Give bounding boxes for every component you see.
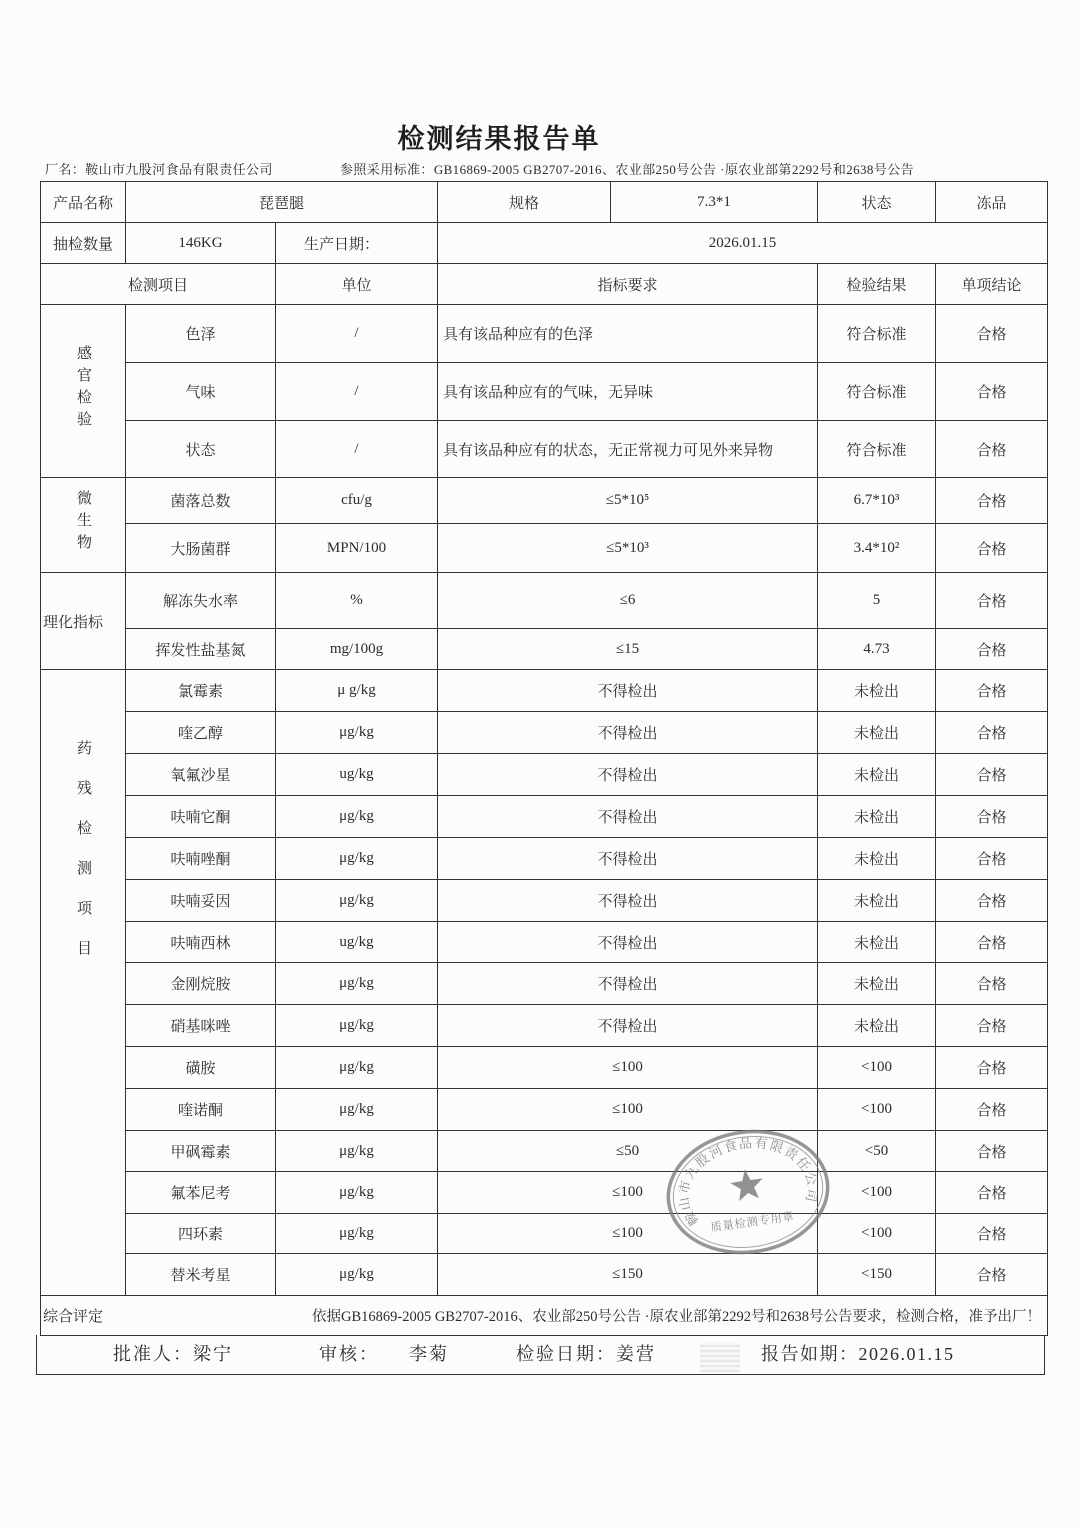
- requirement: 不得检出: [438, 1005, 818, 1047]
- table-row: [41, 838, 1048, 880]
- col-header-item: 检测项目: [41, 264, 276, 305]
- state-label: 状态: [818, 182, 936, 223]
- quantity-value: 146KG: [126, 223, 276, 264]
- result: <150: [818, 1254, 936, 1296]
- conclusion: 合格: [936, 421, 1048, 478]
- result: 未检出: [818, 670, 936, 712]
- item-name: 喹诺酮: [126, 1089, 276, 1131]
- inspection-date-label: 检验日期：: [516, 1344, 616, 1364]
- table-row: [41, 670, 1048, 712]
- unit: μg/kg: [276, 838, 438, 880]
- item-name: 氧氟沙星: [126, 754, 276, 796]
- requirement: 具有该品种应有的状态，无正常视力可见外来异物: [438, 421, 818, 478]
- result: 未检出: [818, 1005, 936, 1047]
- unit: μg/kg: [276, 1172, 438, 1214]
- result: <100: [818, 1214, 936, 1254]
- table-row: [41, 573, 1048, 629]
- unit: MPN/100: [276, 524, 438, 573]
- standard-value: GB16869-2005 GB2707-2016、农业部250号公告 ·原农业部第2292号和2638号公告: [433, 162, 915, 177]
- conclusion: 合格: [936, 1254, 1048, 1296]
- requirement: 不得检出: [438, 796, 818, 838]
- result: 未检出: [818, 838, 936, 880]
- requirement: ≤6: [438, 573, 818, 629]
- conclusion: 合格: [936, 880, 1048, 922]
- stamp-inner-text: 质量检测专用章: [709, 1208, 795, 1235]
- unit: ug/kg: [276, 754, 438, 796]
- inspection-date: [516, 1335, 656, 1373]
- requirement: ≤50: [438, 1131, 818, 1172]
- requirement: 不得检出: [438, 754, 818, 796]
- result: 5: [818, 573, 936, 629]
- item-name: 状态: [126, 421, 276, 478]
- table-row: [41, 305, 1048, 363]
- table-row: [41, 524, 1048, 573]
- unit: μg/kg: [276, 1214, 438, 1254]
- approver-name: 梁宁: [193, 1344, 233, 1364]
- item-name: 甲砜霉素: [126, 1131, 276, 1172]
- factory-name: 鞍山市九股河食品有限责任公司: [85, 162, 273, 177]
- result: <100: [818, 1172, 936, 1214]
- unit: μg/kg: [276, 1005, 438, 1047]
- requirement: 具有该品种应有的气味，无异味: [438, 363, 818, 421]
- conclusion: 合格: [936, 1214, 1048, 1254]
- conclusion: 合格: [936, 963, 1048, 1005]
- result: <100: [818, 1047, 936, 1089]
- conclusion: 合格: [936, 712, 1048, 754]
- table-row: [41, 478, 1048, 524]
- overall-text: 依据GB16869-2005 GB2707-2016、农业部250号公告 ·原农业部第2292号和2638号公告要求，检测合格，准予出厂！: [311, 1309, 1042, 1325]
- quality-inspection-stamp: [658, 1122, 838, 1262]
- requirement: 不得检出: [438, 880, 818, 922]
- item-name: 菌落总数: [126, 478, 276, 524]
- requirement: ≤5*10³: [438, 524, 818, 573]
- requirement: ≤100: [438, 1089, 818, 1131]
- unit: μ g/kg: [276, 670, 438, 712]
- item-name: 呋喃它酮: [126, 796, 276, 838]
- requirement: 不得检出: [438, 712, 818, 754]
- requirement: ≤100: [438, 1214, 818, 1254]
- overall-label: 综合评定: [43, 1309, 104, 1325]
- unit: ug/kg: [276, 922, 438, 963]
- item-name: 替米考星: [126, 1254, 276, 1296]
- result: 未检出: [818, 712, 936, 754]
- production-date-label: 生产日期：: [276, 223, 438, 264]
- spec-value: 7.3*1: [611, 182, 818, 223]
- unit: /: [276, 421, 438, 478]
- reviewer-label: 审核：: [319, 1344, 379, 1364]
- section-name: 药残检测项目: [75, 740, 91, 980]
- conclusion: 合格: [936, 305, 1048, 363]
- unit: μg/kg: [276, 1254, 438, 1296]
- item-name: 氟苯尼考: [126, 1172, 276, 1214]
- standard-label: 参照采用标准：: [340, 162, 434, 177]
- section-cell-physchem: [41, 573, 126, 670]
- item-name: 呋喃唑酮: [126, 838, 276, 880]
- spec-label: 规格: [438, 182, 611, 223]
- requirement: ≤15: [438, 629, 818, 670]
- unit: μg/kg: [276, 796, 438, 838]
- section-cell-drug-residue: [41, 670, 126, 1296]
- production-date: 2026.01.15: [438, 223, 1048, 264]
- table-row: [41, 963, 1048, 1005]
- requirement: ≤5*10⁵: [438, 478, 818, 524]
- unit: /: [276, 305, 438, 363]
- conclusion: 合格: [936, 1005, 1048, 1047]
- table-row: [41, 1089, 1048, 1131]
- report-date: [761, 1335, 955, 1373]
- result: 未检出: [818, 880, 936, 922]
- requirement: 具有该品种应有的色泽: [438, 305, 818, 363]
- table-row: [41, 363, 1048, 421]
- table-row: [41, 1047, 1048, 1089]
- item-name: 氯霉素: [126, 670, 276, 712]
- table-row: [41, 1172, 1048, 1214]
- result: 3.4*10²: [818, 524, 936, 573]
- report-title: 检测结果报告单: [397, 124, 601, 154]
- conclusion: 合格: [936, 573, 1048, 629]
- unit: μg/kg: [276, 880, 438, 922]
- table-row: [41, 1214, 1048, 1254]
- conclusion: 合格: [936, 670, 1048, 712]
- table-row: [41, 1131, 1048, 1172]
- col-header-conclusion: 单项结论: [936, 264, 1048, 305]
- conclusion: 合格: [936, 838, 1048, 880]
- item-name: 呋喃西林: [126, 922, 276, 963]
- col-header-requirement: 指标要求: [438, 264, 818, 305]
- section-name: 感官检验: [75, 344, 91, 433]
- unit: μg/kg: [276, 1047, 438, 1089]
- result: 未检出: [818, 922, 936, 963]
- section-name: 理化指标: [43, 614, 104, 631]
- requirement: ≤100: [438, 1172, 818, 1214]
- factory-label: 厂名：: [45, 162, 86, 177]
- conclusion: 合格: [936, 1172, 1048, 1214]
- conclusion: 合格: [936, 478, 1048, 524]
- star-icon: [729, 1167, 765, 1202]
- table-row: [41, 629, 1048, 670]
- result: 符合标准: [818, 421, 936, 478]
- item-name: 气味: [126, 363, 276, 421]
- result: 未检出: [818, 963, 936, 1005]
- table-row: [41, 1005, 1048, 1047]
- result: 未检出: [818, 796, 936, 838]
- result: 4.73: [818, 629, 936, 670]
- unit: μg/kg: [276, 1131, 438, 1172]
- unit: μg/kg: [276, 963, 438, 1005]
- overall-cell: [41, 1296, 1048, 1336]
- reviewer: [319, 1335, 449, 1373]
- product-row: [41, 182, 1048, 223]
- item-name: 金刚烷胺: [126, 963, 276, 1005]
- unit: mg/100g: [276, 629, 438, 670]
- unit: μg/kg: [276, 1089, 438, 1131]
- requirement: 不得检出: [438, 670, 818, 712]
- state-value: 冻品: [936, 182, 1048, 223]
- stamp-company-name: 鞍山市九股河食品有限责任公司: [676, 1136, 820, 1229]
- conclusion: 合格: [936, 796, 1048, 838]
- overall-row: [41, 1296, 1048, 1336]
- item-name: 色泽: [126, 305, 276, 363]
- approver-label: 批准人：: [113, 1344, 193, 1364]
- product-name-label: 产品名称: [41, 182, 126, 223]
- requirement: 不得检出: [438, 963, 818, 1005]
- unit: cfu/g: [276, 478, 438, 524]
- section-name: 微生物: [75, 489, 91, 556]
- quantity-label: 抽检数量: [41, 223, 126, 264]
- conclusion: 合格: [936, 922, 1048, 963]
- product-name: 琵琶腿: [126, 182, 438, 223]
- sample-row: [41, 223, 1048, 264]
- unit: %: [276, 573, 438, 629]
- result: 符合标准: [818, 305, 936, 363]
- item-name: 硝基咪唑: [126, 1005, 276, 1047]
- section-cell-microbiology: [41, 478, 126, 573]
- results-table: [40, 181, 1048, 1336]
- table-row: [41, 754, 1048, 796]
- redaction-smudge: [700, 1342, 740, 1372]
- reviewer-name: 李菊: [409, 1344, 449, 1364]
- result: 未检出: [818, 754, 936, 796]
- result: 6.7*10³: [818, 478, 936, 524]
- table-row: [41, 421, 1048, 478]
- conclusion: 合格: [936, 1047, 1048, 1089]
- col-header-result: 检验结果: [818, 264, 936, 305]
- table-row: [41, 796, 1048, 838]
- section-cell-sensory: [41, 305, 126, 478]
- requirement: 不得检出: [438, 838, 818, 880]
- requirement: ≤150: [438, 1254, 818, 1296]
- signature-row: [36, 1335, 1045, 1375]
- report-date-value: 2026.01.15: [858, 1344, 955, 1364]
- item-name: 喹乙醇: [126, 712, 276, 754]
- col-header-unit: 单位: [276, 264, 438, 305]
- table-row: [41, 922, 1048, 963]
- result: <50: [818, 1131, 936, 1172]
- table-row: [41, 880, 1048, 922]
- item-name: 呋喃妥因: [126, 880, 276, 922]
- item-name: 挥发性盐基氮: [126, 629, 276, 670]
- unit: μg/kg: [276, 712, 438, 754]
- unit: /: [276, 363, 438, 421]
- inspection-date-value: 姜营: [616, 1344, 656, 1364]
- conclusion: 合格: [936, 629, 1048, 670]
- conclusion: 合格: [936, 524, 1048, 573]
- table-row: [41, 1254, 1048, 1296]
- requirement: ≤100: [438, 1047, 818, 1089]
- conclusion: 合格: [936, 363, 1048, 421]
- item-name: 四环素: [126, 1214, 276, 1254]
- standard-line: [340, 162, 914, 178]
- result: 符合标准: [818, 363, 936, 421]
- requirement: 不得检出: [438, 922, 818, 963]
- conclusion: 合格: [936, 1089, 1048, 1131]
- approver: [113, 1335, 233, 1373]
- item-name: 大肠菌群: [126, 524, 276, 573]
- result: <100: [818, 1089, 936, 1131]
- item-name: 磺胺: [126, 1047, 276, 1089]
- conclusion: 合格: [936, 754, 1048, 796]
- conclusion: 合格: [936, 1131, 1048, 1172]
- table-row: [41, 712, 1048, 754]
- header-row: [41, 264, 1048, 305]
- overall-wrap: [41, 1305, 1047, 1326]
- factory-line: [45, 162, 273, 178]
- report-date-label: 报告如期：: [761, 1344, 859, 1364]
- item-name: 解冻失水率: [126, 573, 276, 629]
